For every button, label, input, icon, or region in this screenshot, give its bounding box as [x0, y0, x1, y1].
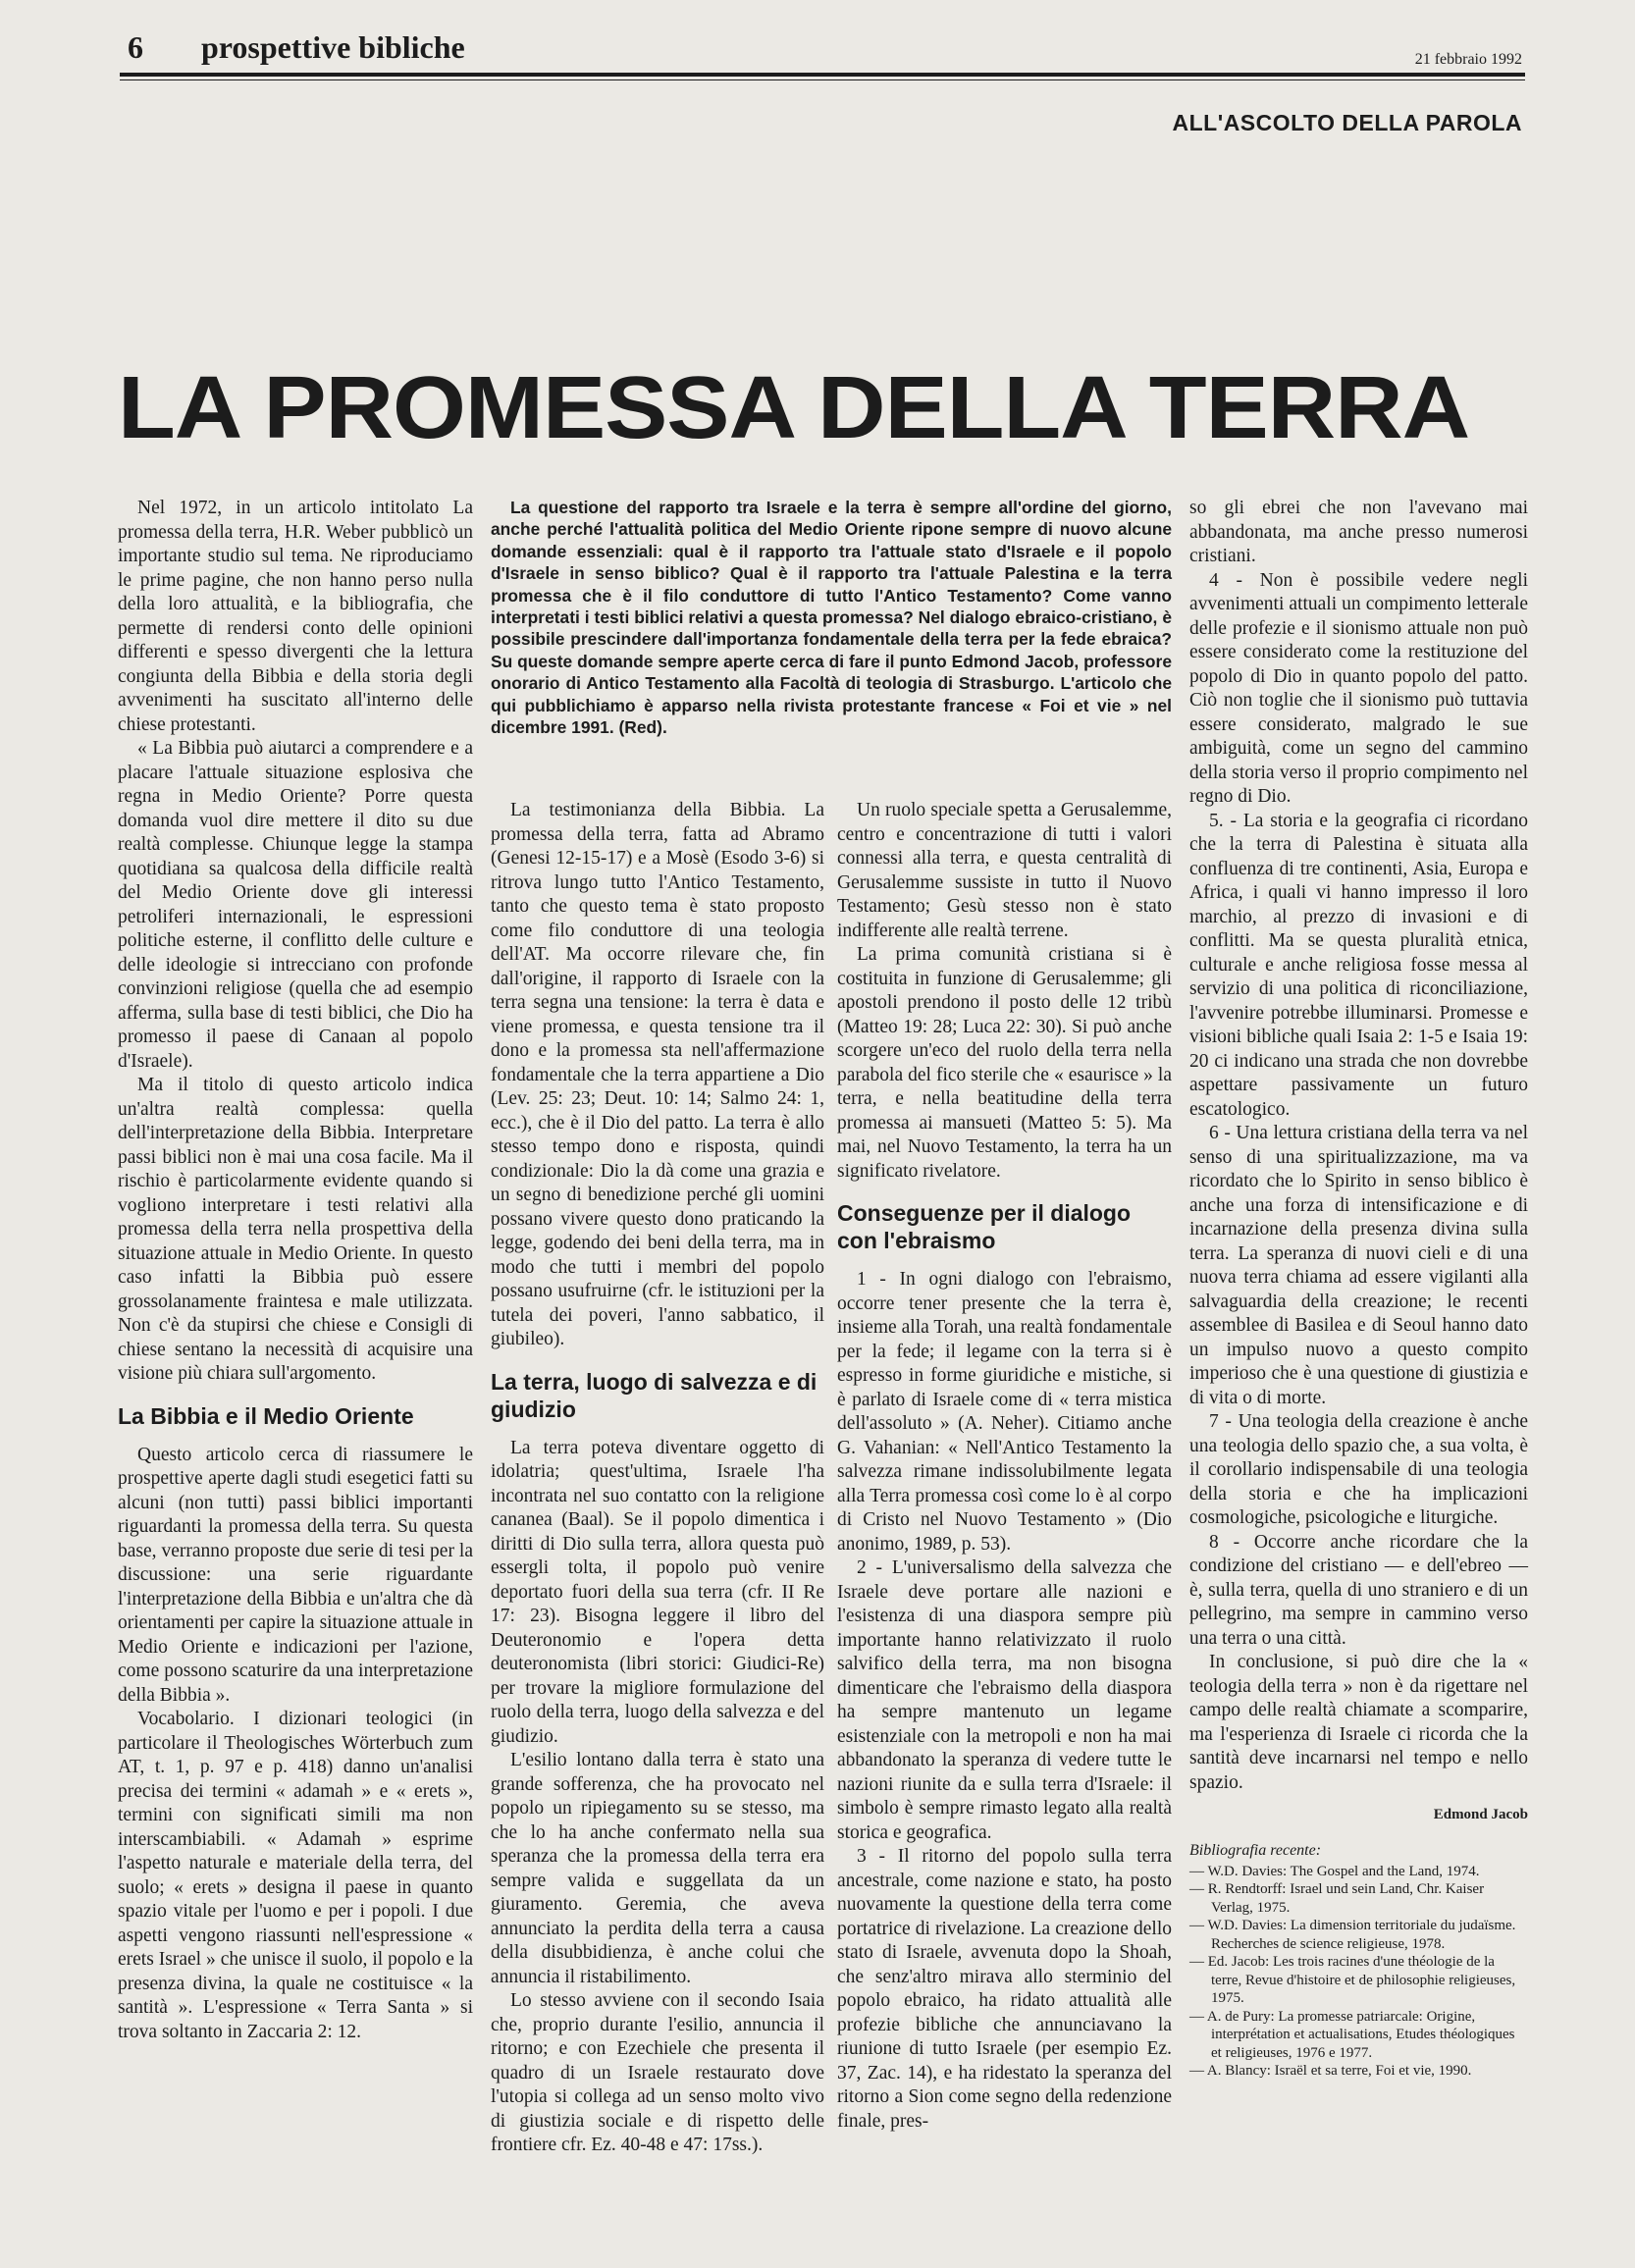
bibliography-item: — W.D. Davies: La dimension territoriale du judaïsme. Recherches de science religieuse, 1978.	[1189, 1918, 1516, 1952]
column-2	[491, 799, 824, 2158]
section-label: ALL'ASCOLTO DELLA PAROLA	[1172, 110, 1522, 135]
body-paragraph: 3 - Il ritorno del popolo sulla terra ancestrale, come nazione e stato, ha posto nuovamente la questione della terra come portatrice di rivelazione. La creazione dello stato di Israele, avvenuta dopo la Shoah, che senz'altro mirava allo sterminio del popolo ebraico, ha ridato attualità alle profezie bibliche che annunciavano la riunione di tutto Israele (per esempio Ez. 37, Zac. 14), e ha ridestato la speranza del ritorno a Sion come segno della redenzione finale, pres-	[837, 1846, 1172, 2132]
body-paragraph: Lo stesso avviene con il secondo Isaia che, proprio durante l'esilio, annuncia il ritorno; e con Ezechiele che presenta il quadro di un Israele restaurato dove l'utopia si collega ad un senso molto vivo di giustizia sociale e di rispetto delle frontiere cfr. Ez. 40-48 e 47: 17ss.).	[491, 1990, 824, 2155]
body-paragraph: 6 - Una lettura cristiana della terra va nel senso di una spiritualizzazione, ma va ricordato che lo Spirito in senso biblico è anche una forza di intensificazione e di incarnazione della presenza divina sulla terra. La speranza di nuovi cieli e di una nuova terra chiama ad essere vigilanti alla salvaguardia della creazione; le recenti assemblee di Basilea e di Seoul hanno dato un impulso nuovo a questo compito imperioso che è una questione di giustizia e di vita o di morte.	[1189, 1123, 1528, 1408]
editorial-intro	[491, 497, 1172, 738]
body-paragraph: 8 - Occorre anche ricordare che la condizione del cristiano — e dell'ebreo — è, sulla terra, quella di uno straniero e di un pellegrino, ma sempre in cammino verso una terra o una città.	[1189, 1531, 1528, 1649]
body-paragraph: 5. - La storia e la geografia ci ricordano che la terra di Palestina è situata alla confluenza di tre continenti, Asia, Europa e Africa, i quali vi hanno impresso il loro marchio, al prezzo di invasioni e di conflitti. Ma se questa pluralità etnica, culturale e anche religiosa fosse messa al servizio di una politica di riconciliazione, l'avvenire potrebbe illuminarsi. Promesse e visioni bibliche quali Isaia 2: 1-5 e Isaia 19: 20 ci indicano una strada che non dovrebbe aspettare passivamente un futuro escatologico.	[1189, 810, 1528, 1120]
issue-date: 21 febbraio 1992	[1414, 51, 1522, 68]
bibliography-title: Bibliografia recente:	[1189, 1841, 1322, 1859]
column-1	[118, 497, 473, 2044]
intro-paragraph: La questione del rapporto tra Israele e la terra è sempre all'ordine del giorno, anche perché l'attualità politica del Medio Oriente ripone sempre di nuovo alcune domande essenziali: qual è il rapporto tra l'attuale stato d'Israele e il popolo d'Israele in senso biblico? Qual è il rapporto tra l'attuale Palestina e la terra promessa che è il filo conduttore di tutto l'Antico Testamento? Come vanno interpretati i testi biblici relativi a questa promessa? Nel dialogo ebraico-cristiano, è possibile prescindere dall'importanza fondamentale della terra per la fede ebraica? Su queste domande sempre aperte cerca di fare il punto Edmond Jacob, professore onorario di Antico Testamento alla Facoltà di teologia di Strasburgo. L'articolo che qui pubblichiamo è apparso nella rivista protestante francese « Foi et vie » nel dicembre 1991. (Red).	[491, 498, 1172, 738]
author-signature: Edmond Jacob	[1433, 1807, 1528, 1822]
bibliography-item: — Ed. Jacob: Les trois racines d'une théologie de la terre, Revue d'histoire et de philosophie religieuses, 1975.	[1189, 1954, 1516, 2006]
body-paragraph: 4 - Non è possibile vedere negli avvenimenti attuali un compimento letterale delle profezie e il sionismo attuale non può essere considerato come la restituzione del popolo di Dio in quanto popolo del patto. Ciò non toglie che il sionismo può tuttavia essere considerato, malgrado le sue ambiguità, come un segno del cammino della storia verso il proprio compimento nel regno di Dio.	[1189, 569, 1528, 807]
header-rule-thick	[120, 73, 1525, 77]
subheading-bibbia-medio-oriente: La Bibbia e il Medio Oriente	[118, 1402, 414, 1429]
lead-paragraph: Nel 1972, in un articolo intitolato La promessa della terra, H.R. Weber pubblicò un importante studio sul tema. Ne riproduciamo le prime pagine, che non hanno perso nulla della loro attualità, e la bibliografia, che permette di rendersi conto delle opinioni differenti e spesso divergenti che la lettura congiunta della Bibbia e della storia degli avvenimenti ha suscitato all'interno delle chiese protestanti.	[118, 498, 473, 735]
bleed-through-texture	[118, 177, 1531, 324]
body-paragraph: L'esilio lontano dalla terra è stato una grande sofferenza, che ha provocato nel popolo un ripiegamento su se stesso, ma che lo ha anche confermato nella sua speranza che la promessa della terra era sempre valida e suggellata da un giuramento. Geremia, che aveva annunciato la perdita della terra a causa della disubbidienza, è anche colui che annuncia il ristabilimento.	[491, 1750, 824, 1987]
column-4	[1189, 497, 1528, 2081]
body-paragraph: Vocabolario. I dizionari teologici (in particolare il Theologisches Wörterbuch zum AT, t. 1, p. 97 e p. 418) danno un'analisi precisa dei termini « adamah » e « erets », termini con significati simili ma non interscambiabili. « Adamah » esprime l'aspetto naturale e materiale della terra, del suolo; « erets » designa il paese in quanto spazio vitale per l'uomo e per i popoli. I due aspetti vengono riassunti nell'espressione « erets Israel » che unisce il suolo, il popolo e la presenza divina, la quale ne costituisce « la santità ». L'espressione « Terra Santa » si trova soltanto in Zaccaria 2: 12.	[118, 1709, 473, 2042]
body-paragraph: Questo articolo cerca di riassumere le prospettive aperte dagli studi esegetici fatti su alcuni (non tutti) passi biblici importanti riguardanti la promessa della terra. Su questa base, verranno proposte due serie di tesi per la discussione: una serie riguardante l'interpretazione della Bibbia e un'altra che dà orientamenti per capire la situazione attuale in Medio Oriente e indicazioni per l'azione, come possono scaturire da una interpretazione della Bibbia ».	[118, 1444, 473, 1706]
bibliography-item: — R. Rendtorff: Israel und sein Land, Chr. Kaiser Verlag, 1975.	[1189, 1881, 1485, 1916]
publication-name: prospettive bibliche	[201, 29, 465, 65]
subheading-conseguenze-dialogo: Conseguenze per il dialogo con l'ebraismo	[837, 1200, 1132, 1253]
body-paragraph: La prima comunità cristiana si è costituita in funzione di Gerusalemme; gli apostoli prendono il posto delle 12 tribù (Matteo 19: 28; Luca 22: 30). Si può anche scorgere un'eco del ruolo della terra nella parabola del fico sterile che « esaurisce » la terra, e nella beatitudine della terra promessa ai mansueti (Matteo 5: 5). Ma mai, nel Nuovo Testamento, la terra ha un significato rivelatore.	[837, 944, 1172, 1182]
body-paragraph: 2 - L'universalismo della salvezza che Israele deve portare alle nazioni e l'esistenza di una diaspora sempre più importante hanno relativizzato il ruolo salvifico della terra, ma non bisogna dimenticare che l'ebraismo della diaspora ha sempre mantenuto un legame esistenziale con la metropoli e non ha mai abbandonato la speranza di vedere tutte le nazioni riunite da e sulla terra d'Israele: il simbolo è sempre rimasto legato alla realtà storica e geografica.	[837, 1557, 1172, 1843]
header-rule-thin	[120, 79, 1525, 80]
subheading-terra-salvezza: La terra, luogo di salvezza e di giudizio	[491, 1368, 818, 1422]
body-paragraph: Un ruolo speciale spetta a Gerusalemme, centro e concentrazione di tutti i valori connessi alla terra, e questa centralità di Gerusalemme sussiste in tutto il Nuovo Testamento; Gesù stesso non è stato indifferente alle realtà terrene.	[837, 800, 1172, 941]
column-3	[837, 799, 1172, 2134]
body-paragraph: La testimonianza della Bibbia. La promessa della terra, fatta ad Abramo (Genesi 12-15-17) e a Mosè (Esodo 3-6) si ritrova lungo tutto l'Antico Testamento, tanto che questo tema è stato proposto come filo conduttore di una teologia dell'AT. Ma occorre rilevare che, fin dall'origine, il rapporto di Israele con la terra segna una tensione: la terra è data e viene promessa, e questa tensione tra il dono e la promessa sta nell'affermazione fondamentale che la terra appartiene a Dio (Lev. 25: 23; Deut. 10: 14; Salmo 24: 1, ecc.), che è il Dio del patto. La terra è allo stesso tempo dono e risposta, quindi condizionale: Dio la dà come una grazia e un segno di benedizione perché gli uomini possano vivere questo dono praticando la legge, godendo dei beni della terra, ma in modo che tutti i membri del popolo possano usufruirne (cfr. le istituzioni per la tutela dei poveri, l'anno sabbatico, il giubileo).	[491, 800, 824, 1349]
body-paragraph: so gli ebrei che non l'avevano mai abbandonata, ma anche presso numerosi cristiani.	[1189, 498, 1528, 566]
body-paragraph: La terra poteva diventare oggetto di idolatria; quest'ultima, Israele l'ha incontrata nel suo contatto con la religione cananea (Baal). Se il popolo dimentica i diritti di Dio sulla terra, allora questa può essergli tolta, il popolo può venire deportato fuori della sua terra (cfr. II Re 17: 23). Bisogna leggere il libro del Deuteronomio e l'opera detta deuteronomista (libri storici: Giudici-Re) per trovare la migliore formulazione del ruolo della terra, luogo della salvezza e del giudizio.	[491, 1437, 824, 1747]
bibliography-item: — A. Blancy: Israël et sa terre, Foi et vie, 1990.	[1189, 2063, 1472, 2079]
page-number: 6	[128, 29, 143, 65]
body-paragraph: 7 - Una teologia della creazione è anche una teologia dello spazio che, a sua volta, è il corollario indispensabile di una teologia della storia e che ha implicazioni cosmologiche, psicologiche e liturgiche.	[1189, 1411, 1528, 1528]
bibliography-item: — A. de Pury: La promesse patriarcale: Origine, interprétation et actualisations, Etudes théologiques et religieuses, 1976 e 1977.	[1189, 2008, 1515, 2061]
bibliography-list	[1189, 1863, 1528, 2081]
lead-paragraph: Ma il titolo di questo articolo indica un'altra realtà complessa: quella dell'interpretazione della Bibbia. Interpretare passi biblici non è mai una cosa facile. Ma il rischio è particolarmente evidente quando si vogliono interpretare i testi relativi alla promessa della terra nella prospettiva della situazione attuale in Medio Oriente. In questo caso infatti la Bibbia può essere grossolanamente fraintesa e male utilizzata. Non c'è da stupirsi che chiese e Consigli di chiese sentano la necessità di acquisire una visione più chiara sull'argomento.	[118, 1075, 473, 1384]
body-paragraph: 1 - In ogni dialogo con l'ebraismo, occorre tener presente che la terra è, insieme alla Torah, una realtà fondamentale per la fede; il legame con la terra si è espresso in forme giuridiche e mistiche, si è parlato di Israele come di « terra mistica dell'assoluto » (A. Neher). Citiamo anche G. Vahanian: « Nell'Antico Testamento la salvezza rimane indissolubilmente legata alla Terra promessa così come lo è al corpo di Cristo nel Nuovo Testamento » (Dio anonimo, 1989, p. 53).	[837, 1269, 1172, 1555]
body-paragraph: In conclusione, si può dire che la « teologia della terra » non è da rigettare nel campo delle realtà chiamate a scomparire, ma l'esperienza di Israele ci ricorda che la santità deve incarnarsi nel tempo e nello spazio.	[1189, 1652, 1528, 1793]
lead-paragraph: « La Bibbia può aiutarci a comprendere e a placare l'attuale situazione esplosiva che regna in Medio Oriente? Porre questa domanda vuol dire mettere il dito su due realtà complesse. Chiunque legge la stampa quotidiana sa qualcosa della difficile realtà del Medio Oriente dove gli interessi petroliferi internazionali, le espressioni politiche esterne, il conflitto delle culture e delle ideologie si intrecciano con profonde convinzioni religiose (quella che ad esempio afferma, sulla base di testi biblici, che Dio ha promesso il paese di Canaan al popolo d'Israele).	[118, 738, 473, 1072]
article-title: LA PROMESSA DELLA TERRA	[118, 359, 1470, 457]
bibliography-item: — W.D. Davies: The Gospel and the Land, 1974.	[1189, 1863, 1480, 1879]
